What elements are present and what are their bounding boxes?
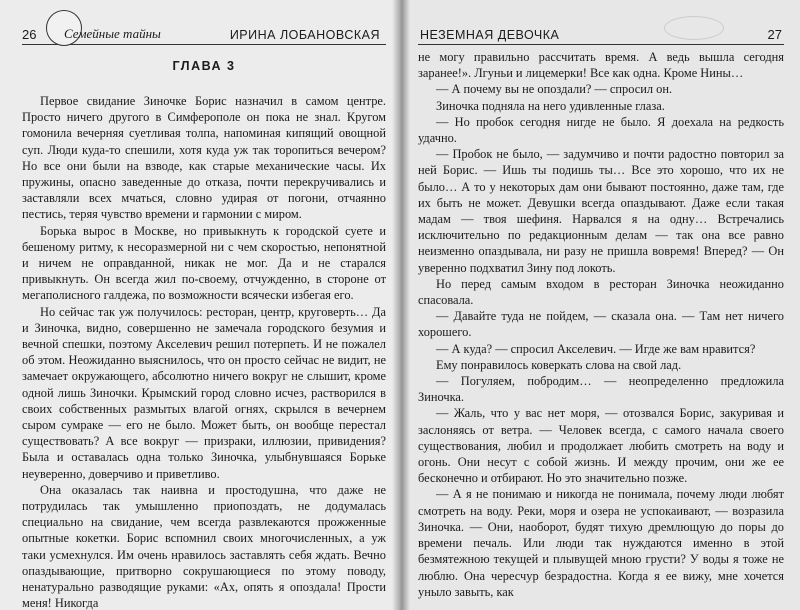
book-gutter-shadow <box>392 0 410 610</box>
right-page <box>400 0 800 610</box>
paragraph: — Но пробок сегодня нигде не было. Я доехала на редкость удачно. <box>418 114 784 146</box>
paragraph: не могу правильно рассчитать время. А ведь вышла сегодня заранее!». Лгуньи и лицемерки! Все как одна. Кроме Нины… <box>418 50 784 81</box>
right-running-head <box>418 18 784 45</box>
paragraph: — Погуляем, побродим… — неопределенно предложила Зиночка. <box>418 374 784 405</box>
paragraph: — Пробок не было, — задумчиво и почти радостно повторил за ней Борис. — Ишь ты подишь ты… Все это хорошо, что их не было… А то у некоторых дам они бывают постоянно, даже там, где их быть не может. Девушки всегда опаздывают. Даже если такая мадам — твоя шефиня. Нарвался я на одну… Встречались исключительно по редакционным делам — так она все равно неизменно опаздывала, ни разу не пришла вовремя! Вперед? — Он уверенно подхватил Зину под локоть. <box>418 147 784 275</box>
left-body-text <box>22 93 386 610</box>
paragraph: Но сейчас так уж получилось: ресторан, центр, круговерть… Да и Зиночка, видно, совершенно не замечала городского безумия и вечной спешки, поэтому Акселевич решил потерпеть. И не пожалел об этом. Неожиданно выяснилось, что он просто сейчас не видит, не замечает окружающего, абсолютно ничего вокруг не слышит, кроме одной лишь Зиночки. Крымский город словно исчез, растворился в своих собственных размытых влагой огнях, скрылся в вечернем сыром сумраке — его не было. Может быть, он вообще перестал существовать? А все вокруг — призраки, иллюзии, привидения? Была и оставалась одна только Зиночка, улыбнувшаяся Борьке неуверенно, доверчиво и приветливо. <box>22 304 386 481</box>
paragraph: — А почему вы не опоздали? — спросил он. <box>436 82 673 97</box>
paragraph: Но перед самым входом в ресторан Зиночка неожиданно спасовала. <box>418 276 784 308</box>
left-page-number: 26 <box>22 27 37 42</box>
paragraph: Борька вырос в Москве, но привыкнуть к городской суете и бешеному ритму, к несоразмерной ни с чем скоростью, непонятной и ничем не оправданной, никак не мог. Да и не старался привыкнуть. Он всегда жил по-своему, отчужденно, в стороне от мегаполисного галдежа, по возможности всячески избегая его. <box>22 223 386 303</box>
paragraph: Она оказалась так наивна и простодушна, что даже не потрудилась так умышленно приопоздать, не додумалась специально на свидание, чем всегда развлекаются прожженные опытные кокетки. Борис вспомнил своих многочисленных, а уж таки усмехнулся. Им очень нравилось заставлять себя ждать. Вечно опаздывающие, притворно сокрушающиеся по этому поводу, ненатурально разводящие руками: «Ах, опять я опоздала! Прости меня! Никогда <box>22 482 386 610</box>
right-page-number: 27 <box>767 27 782 42</box>
paragraph: — А куда? — спросил Акселевич. — Игде же вам нравится? <box>436 341 756 356</box>
paragraph: Первое свидание Зиночке Борис назначил в самом центре. Просто ничего другого в Симферополе он пока не знал. Кругом гомонила вечерняя суетливая толпа, напоминая кипящий овощной суп. Люди куда-то спешили, хотя куда уж так торопиться вечером? Но все они были на взводе, как старые механические часы. Их пружины, опасно заведенные до отказа, почти перекручивались и заставляли всех мчаться, словно удирая от погони, отчаянно пестись, теряя чувство времени и гармонии с миром. <box>22 94 386 222</box>
left-running-head <box>22 18 386 45</box>
paragraph: Ему понравилось коверкать слова на свой лад. <box>436 357 682 372</box>
book-title: НЕЗЕМНАЯ ДЕВОЧКА <box>420 28 560 42</box>
paragraph: — А я не понимаю и никогда не понимала, почему люди любят смотреть на воду. Реки, моря и озера не успокаивают, — возразила Зиночка. — Они, наоборот, будят тихую дремлющую до поры до времени печаль. Или люди так нуждаются именно в этой безмятежною текущей и плывущей мною грусти? У воды я тоже не люблю. Она чересчур безрадостна. Когда я ее вижу, мне хочется уныло завыть, как <box>418 487 784 599</box>
series-title: Семейные тайны <box>64 26 161 41</box>
paragraph: — Давайте туда не пойдем, — сказала она. — Там нет ничего хорошего. <box>418 309 784 340</box>
decorative-stamp <box>664 16 724 40</box>
chapter-heading: ГЛАВА 3 <box>172 59 236 73</box>
paragraph: Зиночка подняла на него удивленные глаза. <box>436 98 665 113</box>
author-name: ИРИНА ЛОБАНОВСКАЯ <box>229 28 380 42</box>
right-body-text <box>418 49 784 600</box>
paragraph: — Жаль, что у вас нет моря, — отозвался Борис, закуривая и заслоняясь от ветра. — Человек всегда, с самого начала своего существования, любил и продолжает любить смотреть на воду и огонь. Они несут с собой жизнь. И между прочим, они же ее бесконечно и отбирают. Но это значительно позже. <box>418 406 784 486</box>
